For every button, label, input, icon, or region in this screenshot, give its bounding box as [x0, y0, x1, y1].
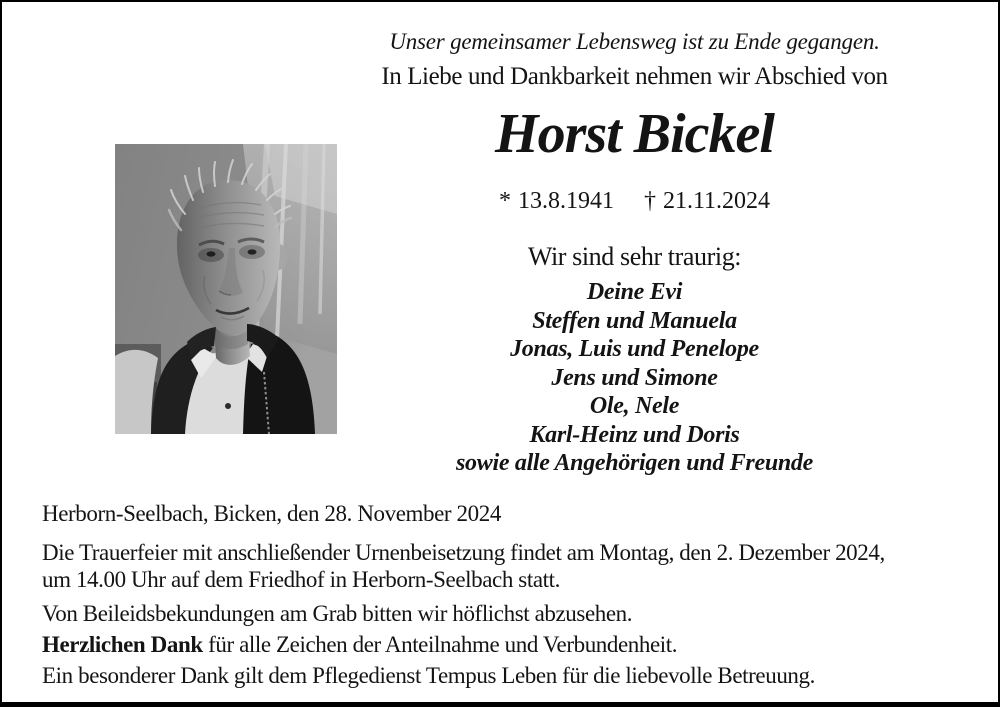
- memorial-column: [342, 2, 927, 702]
- mourner-list: [342, 278, 927, 478]
- mourner-line: sowie alle Angehörigen und Freunde: [456, 450, 813, 476]
- birth-date: 13.8.1941: [517, 188, 614, 214]
- portrait-photo: [115, 144, 337, 434]
- mourner-line: Karl-Heinz und Doris: [529, 421, 740, 448]
- funeral-info-line2: um 14.00 Uhr auf dem Friedhof in Herborn-Seelbach statt.: [42, 567, 560, 592]
- condolence-note: Von Beileidsbekundungen am Grab bitten wir höflichst abzusehen.: [42, 601, 633, 626]
- deceased-name: Horst Bickel: [495, 103, 774, 165]
- mourning-lead: Wir sind sehr traurig:: [527, 242, 742, 271]
- mourner-line: Deine Evi: [586, 279, 683, 305]
- thanks-rest-text: für alle Zeichen der Anteilnahme und Verbundenheit.: [202, 632, 678, 657]
- mourner-line: Jonas, Luis und Penelope: [510, 336, 759, 362]
- mourner-line: Jens und Simone: [551, 364, 718, 391]
- life-dates: [342, 188, 927, 215]
- thanks-bold-text: Herzlichen Dank: [42, 632, 203, 657]
- epigraph-line: Unser gemeinsamer Lebensweg ist zu Ende gegangen.: [389, 29, 880, 54]
- death-cross-symbol: †: [643, 188, 656, 214]
- place-dateline: Herborn-Seelbach, Bicken, den 28. November 2024: [42, 501, 501, 526]
- portrait-illustration: [115, 144, 337, 434]
- thanks-line: [42, 632, 978, 658]
- intro-line: In Liebe und Dankbarkeit nehmen wir Abschied von: [381, 63, 888, 90]
- mourner-line: Ole, Nele: [589, 393, 680, 419]
- special-thanks-line: Ein besonderer Dank gilt dem Pflegedienst Tempus Leben für die liebevolle Betreuung.: [42, 663, 815, 688]
- death-date: 21.11.2024: [662, 188, 771, 214]
- funeral-info-line1: Die Trauerfeier mit anschließender Urnenbeisetzung findet am Montag, den 2. Dezember 2024,: [42, 540, 885, 565]
- birth-symbol: *: [498, 188, 511, 214]
- mourner-line: Steffen und Manuela: [532, 307, 737, 334]
